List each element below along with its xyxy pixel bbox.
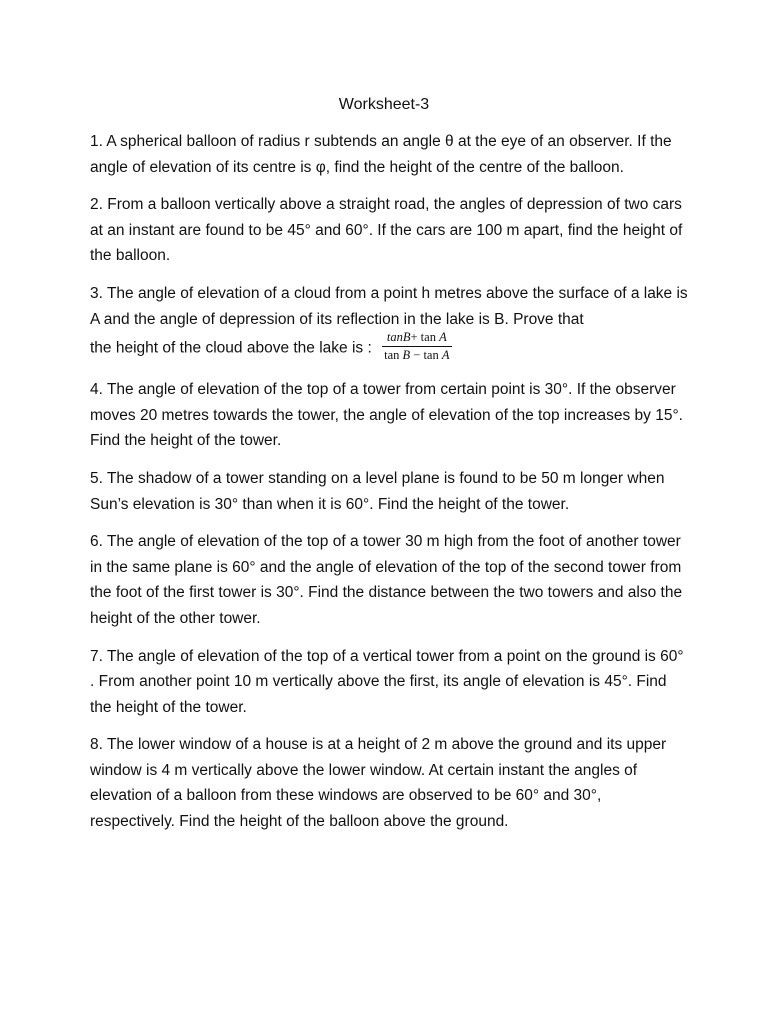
question-list bbox=[90, 129, 690, 847]
question-3-formula-line bbox=[90, 332, 690, 365]
question-5: 5. The shadow of a tower standing on a level plane is found to be 50 m longer when Sun’s elevation is 30° than when it is 60°. Find the height of the tower. bbox=[90, 469, 665, 513]
question-2: 2. From a balloon vertically above a straight road, the angles of depression of two cars at an instant are found to be 45° and 60°. If the cars are 100 m apart, find the height of the balloon. bbox=[90, 196, 683, 265]
question-3 bbox=[90, 281, 690, 365]
question-3-formula-lead: the height of the cloud above the lake is : bbox=[90, 339, 372, 357]
question-1: 1. A spherical balloon of radius r subtends an angle θ at the eye of an observer. If the angle of elevation of its centre is φ, find the height of the centre of the balloon. bbox=[90, 133, 672, 176]
question-4: 4. The angle of elevation of the top of a tower from certain point is 30°. If the observer moves 20 metres towards the tower, the angle of elevation of the top increases by 15°. Find the height of the tower. bbox=[90, 381, 683, 450]
question-8: 8. The lower window of a house is at a height of 2 m above the ground and its upper window is 4 m vertically above the lower window. At certain instant the angles of elevation of a balloon from these windows are observed to be 60° and 30°, respectively. Find the height of the balloon above the ground. bbox=[90, 736, 667, 831]
question-3-text: 3. The angle of elevation of a cloud from a point h metres above the surface of a lake is A and the angle of depression of its reflection in the lake is B. Prove that bbox=[90, 284, 688, 328]
formula-numerator: tanB+ tan A bbox=[382, 330, 451, 347]
question-7: 7. The angle of elevation of the top of a vertical tower from a point on the ground is 60° . From another point 10 m vertically above the first, its angle of elevation is 45°. Find the height of the tower. bbox=[90, 647, 684, 716]
formula-denominator: tan B − tan A bbox=[384, 348, 450, 363]
height-formula-fraction bbox=[382, 330, 451, 363]
question-6: 6. The angle of elevation of the top of a tower 30 m high from the foot of another tower in the same plane is 60° and the angle of elevation of the top of the second tower from the foot of the first tower is 30°. Find the distance between the two towers and also the height of the other tower. bbox=[90, 533, 683, 627]
worksheet-title: Worksheet-3 bbox=[338, 96, 430, 113]
